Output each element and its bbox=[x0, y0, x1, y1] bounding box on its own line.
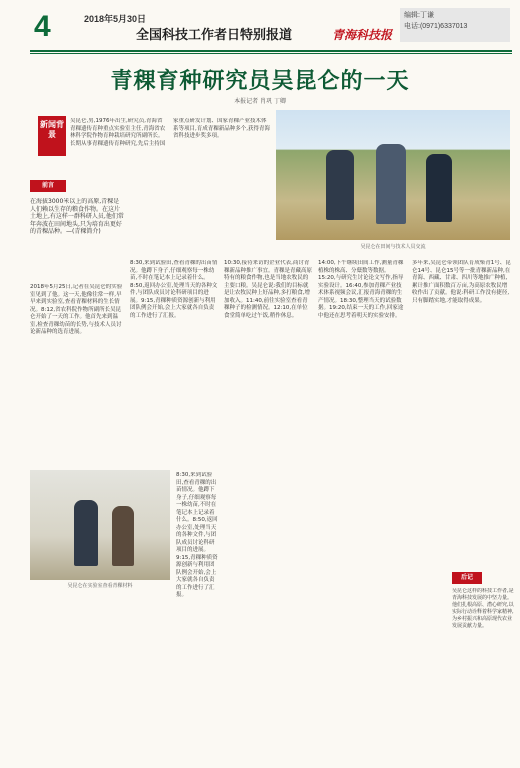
person-figure bbox=[376, 144, 406, 224]
lead-paragraph: 在海拔3000米以上的高原,青稞是人们赖以生存的粮食作物。在这片土地上,有这样一群科研人员,他们常年奔波在田间地头,只为培育出更好的青稞品种。—(青稞简介) bbox=[30, 198, 124, 235]
field-photo bbox=[276, 110, 510, 240]
newspaper-logo: 青海科技报 bbox=[332, 28, 393, 42]
lab-photo bbox=[30, 470, 170, 580]
afterword-text: 吴昆仑这样的科技工作者,是青海科技发展的中坚力量。他们扎根高原、潜心研究,以实际行动诠释着科学家精神,为乡村振兴和高原现代农业发展贡献力量。 bbox=[452, 588, 514, 629]
article-headline: 青稞育种研究员吴昆仑的一天 bbox=[110, 68, 410, 94]
article-column-3: 10:30,接待来访的企业代表,商讨青稞新品种推广事宜。青稞是青藏高原特有的粮食作物,也是当地农牧民的主要口粮。吴昆仑说:我们的目标就是让农牧民种上好品种,多打粮食,增加收入。11:40,前往实验室查看青稞种子的检测情况。12:10,在单位食堂简单吃过午饭,稍作休息。 bbox=[224, 260, 312, 319]
news-background-seal: 新闻背景 bbox=[38, 116, 66, 156]
article-column-4: 14:00,下午继续田间工作,测量青稞植株的株高、分蘖数等数据。15:20,与研究生讨论论文写作,指导实验设计。16:40,参加青稞产业技术体系视频会议,汇报青海青稞的生产情况。18:30,整理当天的试验数据。19:20,结束一天的工作,回家途中他还在思考着明天的实验安排。 bbox=[318, 260, 404, 319]
header-rule-thin bbox=[30, 53, 512, 54]
preface-label: 前言 bbox=[30, 180, 66, 192]
article-byline: 本报记者 肖巩 丁卿 bbox=[234, 98, 286, 105]
person-figure bbox=[326, 150, 354, 220]
article-column-2: 8:30,来到试验田,查看青稞的出苗情况。他蹲下身子,仔细观察每一株幼苗,不时在笔记本上记录着什么。8:50,返回办公室,处理当天的各种文件,与团队成员讨论科研项目的进展。9:15,青稞种质资源创新与利用团队例会开始,会上大家就各自负责的工作进行了汇报。 bbox=[130, 260, 218, 319]
header-rule bbox=[30, 50, 512, 52]
afterword-label: 后记 bbox=[452, 572, 482, 584]
person-figure bbox=[112, 506, 134, 566]
page-header bbox=[0, 0, 520, 52]
editor-name: 编辑:丁谦 bbox=[404, 12, 434, 19]
editor-box bbox=[400, 8, 510, 42]
article-column-1: 2018年5月25日,记者在吴昆仑的实验室见到了他。这一天,他像往常一样,早早来到实验室,查看青稞材料的生长情况。8:12,省农科院作物所副所长吴昆仑开始了一天的工作。他首先来到温室,检查青稞幼苗的长势,与技术人员讨论新品种的选育进展。 bbox=[30, 284, 123, 335]
article-abstract: 吴昆仑,男,1976年出生,研究员,青海省青稞遗传育种重点实验室主任,青海省农林科学院作物育种栽培研究所副所长。长期从事青稞遗传育种研究,先后主持国家重点研发计划、国家青稞产业技术体系等项目,育成青稞新品种多个,获得青海省科技进步奖多项。 bbox=[70, 118, 270, 147]
field-photo-caption: 吴昆仑在田间与技术人员交流 bbox=[360, 244, 426, 250]
person-figure bbox=[74, 500, 98, 566]
editor-phone: 电话:(0971)6337013 bbox=[404, 23, 468, 30]
article-column-5: 多年来,吴昆仑带领团队育成柴青1号、昆仑14号、昆仑15号等一批青稞新品种,在青海、西藏、甘肃、四川等地推广种植,累计推广面积数百万亩,为高原农牧民增收作出了贡献。他说:科研工作没有捷径,只有脚踏实地,才能取得成果。 bbox=[412, 260, 511, 304]
person-figure bbox=[426, 154, 452, 222]
lab-photo-caption: 吴昆仑在实验室查看青稞材料 bbox=[67, 583, 133, 589]
article-column-6: 8:30,来到试验田,查看青稞的出苗情况。他蹲下身子,仔细观察每一株幼苗,不时在笔记本上记录着什么。8:50,返回办公室,处理当天的各种文件,与团队成员讨论科研项目的进展。9:15,青稞种质资源创新与利用团队例会开始,会上大家就各自负责的工作进行了汇报。 bbox=[176, 472, 218, 598]
section-title: 全国科技工作者日特别报道 bbox=[136, 27, 293, 42]
page-number: 4 bbox=[34, 10, 51, 43]
issue-date: 2018年5月30日 bbox=[84, 14, 147, 24]
